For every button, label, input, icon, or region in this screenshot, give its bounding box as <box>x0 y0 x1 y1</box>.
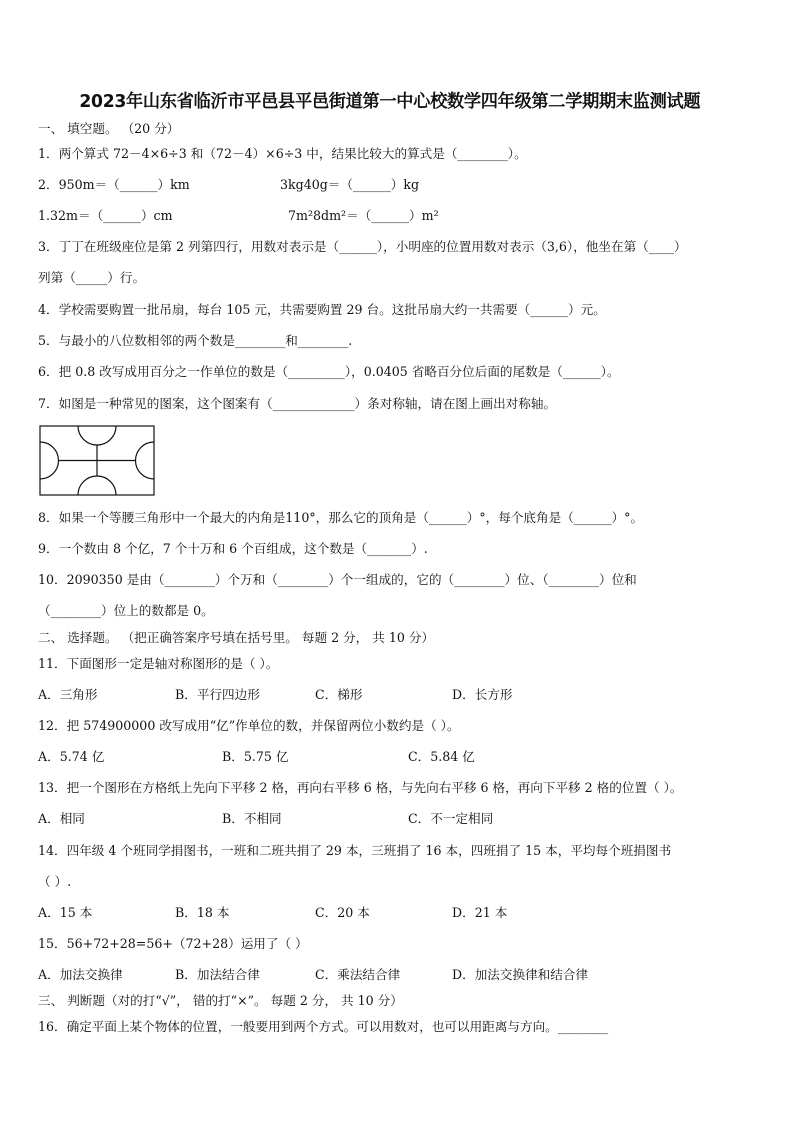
question-3-line2: 列第（_____）行。 <box>38 270 146 285</box>
q12-option-c: C．5.84 亿 <box>408 749 475 764</box>
question-7: 7．如图是一种常见的图案，这个图案有（_____________）条对称轴，请在图上画出对称轴。 <box>38 396 557 411</box>
q11-option-b: B．平行四边形 <box>175 687 260 702</box>
question-1: 1．两个算式 72－4×6÷3 和（72－4）×6÷3 中，结果比较大的算式是（________）。 <box>38 146 527 161</box>
q13-option-c: C．不一定相同 <box>408 811 494 826</box>
question-2c: 1.32m＝（______）cm <box>38 208 173 223</box>
q15-option-c: C．乘法结合律 <box>315 967 401 982</box>
symmetry-pattern-figure <box>39 425 155 496</box>
q11-option-c: C．梯形 <box>315 687 363 702</box>
question-14-line1: 14．四年级 4 个班同学捐图书，一班和二班共捐了 29 本，三班捐了 16 本，四班捐了 15 本，平均每个班捐图书 <box>38 843 672 858</box>
q11-option-a: A．三角形 <box>38 687 98 702</box>
question-10-line1: 10．2090350 是由（________）个万和（________）个一组成的，它的（________）位、（________）位和 <box>38 572 637 587</box>
q13-option-a: A．相同 <box>38 811 85 826</box>
question-2b: 3kg40g＝（______）kg <box>280 177 420 192</box>
question-15: 15．56+72+28=56+（72+28）运用了（ ） <box>38 936 308 951</box>
q14-option-d: D．21 本 <box>452 905 508 920</box>
section-multiple-choice-heading: 二、 选择题。 （把正确答案序号填在括号里。 每题 2 分， 共 10 分） <box>38 630 435 645</box>
question-10-line2: （________）位上的数都是 0。 <box>38 603 214 618</box>
question-6: 6．把 0.8 改写成用百分之一作单位的数是（_________），0.0405 省略百分位后面的尾数是（______）。 <box>38 364 620 379</box>
q12-option-b: B．5.75 亿 <box>222 749 289 764</box>
question-13: 13．把一个图形在方格纸上先向下平移 2 格，再向右平移 6 格，与先向右平移 6 格，再向下平移 2 格的位置（ ）。 <box>38 780 683 795</box>
q14-option-a: A．15 本 <box>38 905 93 920</box>
q15-option-d: D．加法交换律和结合律 <box>452 967 589 982</box>
section-true-false-heading: 三、 判断题（对的打“√”， 错的打“×”。 每题 2 分， 共 10 分） <box>38 993 403 1008</box>
q13-option-b: B．不相同 <box>222 811 282 826</box>
page-title: 2023年山东省临沂市平邑县平邑街道第一中心校数学四年级第二学期期末监测试题 <box>79 92 701 112</box>
question-2a: 2．950m＝（______）km <box>38 177 190 192</box>
question-11: 11．下面图形一定是轴对称图形的是（ ）。 <box>38 656 279 671</box>
question-4: 4．学校需要购置一批吊扇，每台 105 元，共需要购置 29 台。这批吊扇大约一共需要（______）元。 <box>38 302 606 317</box>
q15-option-a: A．加法交换律 <box>38 967 123 982</box>
q14-option-c: C．20 本 <box>315 905 370 920</box>
question-16: 16．确定平面上某个物体的位置，一般要用到两个方式。可以用数对，也可以用距离与方向。________ <box>38 1019 609 1034</box>
question-3-line1: 3．丁丁在班级座位是第 2 列第四行，用数对表示是（______），小明座的位置用数对表示（3,6），他坐在第（____） <box>38 239 687 254</box>
question-9: 9．一个数由 8 个亿，7 个十万和 6 个百组成，这个数是（_______）. <box>38 541 428 556</box>
question-2d: 7m²8dm²＝（______）m² <box>288 208 439 223</box>
question-5: 5．与最小的八位数相邻的两个数是________和________. <box>38 333 353 348</box>
question-8: 8．如果一个等腰三角形中一个最大的内角是110°，那么它的顶角是（______）°，每个底角是（______）°。 <box>38 510 644 525</box>
question-14-line2: （ ）. <box>38 874 72 889</box>
q11-option-d: D．长方形 <box>452 687 513 702</box>
question-12: 12．把 574900000 改写成用“亿”作单位的数，并保留两位小数约是（ ）。 <box>38 718 460 733</box>
section-fill-blank-heading: 一、 填空题。 （20 分） <box>38 121 180 136</box>
q12-option-a: A．5.74 亿 <box>38 749 105 764</box>
q14-option-b: B．18 本 <box>175 905 230 920</box>
q15-option-b: B．加法结合律 <box>175 967 260 982</box>
